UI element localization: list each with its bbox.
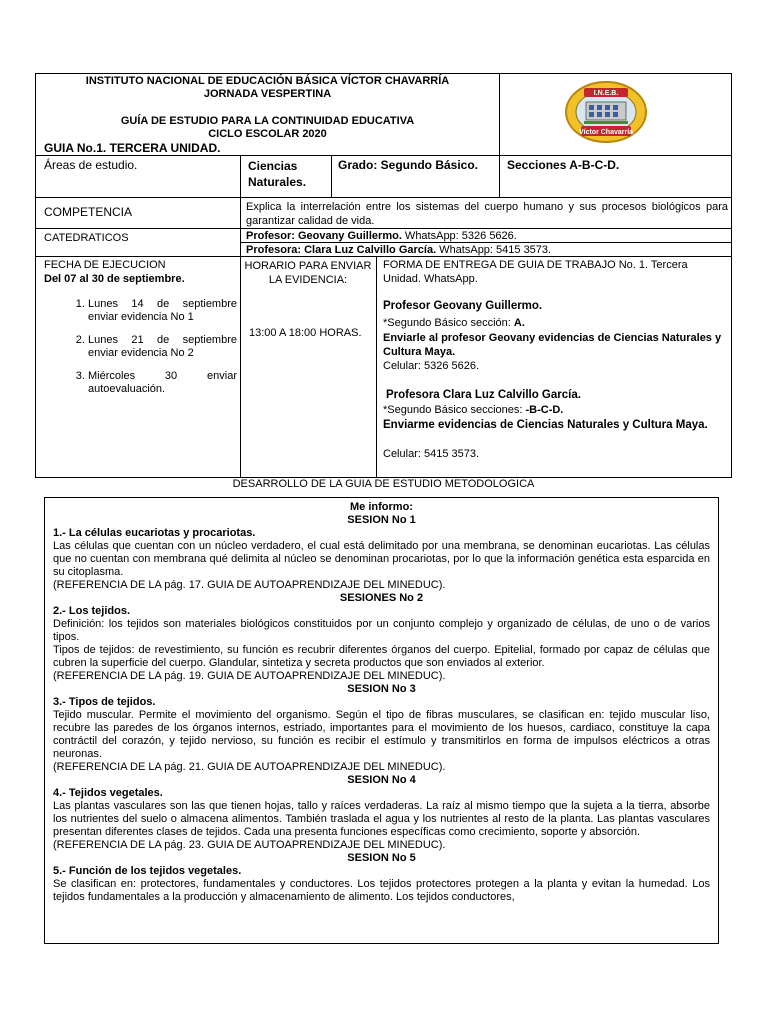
areas-label: Áreas de estudio. [44,158,138,172]
session-heading: SESION No 4 [347,774,416,786]
list-item: 3. Miércoles 30 enviar autoevaluación. [88,370,237,396]
session-title: 2.- Los tejidos. [53,605,131,617]
prof-a-section [383,317,525,330]
svg-text:I.N.E.B.: I.N.E.B. [593,90,619,97]
guide-title: GUÍA DE ESTUDIO PARA LA CONTINUIDAD EDUCATIVA [120,115,415,127]
teacher-2-name: Profesora: Clara Luz Calvillo García. [246,244,437,256]
competencia-text: Explica la interrelación entre los sistemas del cuerpo humano y sus procesos biológicos para garantizar calidad de vida. [246,201,728,227]
prof-a-instruction: Enviarle al profesor Geovany evidencias de Ciencias Naturales y Cultura Maya. [383,332,722,358]
session-heading: SESIONES No 2 [339,592,424,604]
divider [240,155,241,197]
session-title: 5.- Función de los tejidos vegetales. [53,865,242,877]
prof-b-instruction: Enviarme evidencias de Ciencias Naturales y Cultura Maya. [383,419,708,431]
session-title: 4.- Tejidos vegetales. [53,787,163,799]
fecha-range: Del 07 al 30 de septiembre. [44,273,185,285]
divider [35,197,732,198]
session-text: Las células que cuentan con un núcleo verdadero, el cual está delimitado por una membrana, se denominan eucariotas. Las células que no cuentan con membrana qué delimita al núcleo se denominan procariotas, por lo que la información genética esta esparcida en su citoplasma. [53,540,710,578]
teacher-1-whatsapp: WhatsApp: 5326 5626. [401,230,517,242]
teacher-2 [246,244,551,257]
catedraticos-label: CATEDRATICOS [44,232,129,244]
subject-name: Ciencias Naturales. [248,159,307,189]
session-text: Las plantas vasculares son las que tienen hojas, tallo y raíces verdaderas. La raíz al mismo tiempo que la sujeta a la tierra, absorbe los nutrientes del suelo o almacena alimentos. También traslada el agua y los nutrientes al resto de la planta. Las plantas vasculares presentan diferentes clases de tejidos. Cada una presenta funciones específicas como crecimiento, soporte y absorción. [53,800,710,838]
list-item: 2. Lunes 21 de septiembre enviar evidencia No 2 [88,334,237,360]
prof-b-section-prefix: *Segundo Básico secciones: [383,404,526,416]
forma-title: FORMA DE ENTREGA DE GUIA DE TRABAJO No. 1. Tercera Unidad. WhatsApp. [383,259,688,285]
session-text: Definición: los tejidos son materiales biológicos constituidos por un conjunto complejo y organizado de células, de uno o de varios tipos. [53,618,710,643]
teacher-1-name: Profesor: Geovany Guillermo. [246,230,402,242]
grade: Grado: Segundo Básico. [338,158,479,172]
teacher-1 [246,230,517,243]
jornada: JORNADA VESPERTINA [203,88,332,100]
session-reference: (REFERENCIA DE LA pág. 19. GUIA DE AUTOAPRENDIZAJE DEL MINEDUC). [53,670,446,682]
desarrollo-title: DESARROLLO DE LA GUIA DE ESTUDIO METODOLOGICA [232,478,535,490]
session-text: Se clasifican en: protectores, fundamentales y conductores. Los tejidos protectores protegen a la planta y evitan la humedad. Los tejidos fundamentales a la producción y almacenamiento de alimento. Los tejidos conductores, [53,878,710,903]
divider [331,155,332,197]
prof-a-section-value: A. [513,317,525,329]
sections: Secciones A-B-C-D. [507,158,620,172]
list-item: 1. Lunes 14 de septiembre enviar evidencia No 1 [88,298,237,324]
school-year: CICLO ESCOLAR 2020 [208,128,327,140]
session-heading: SESION No 3 [347,683,416,695]
horario-value: 13:00 A 18:00 HORAS. [249,327,362,339]
prof-b-section [383,404,563,417]
session-reference: (REFERENCIA DE LA pág. 21. GUIA DE AUTOAPRENDIZAJE DEL MINEDUC). [53,761,446,773]
guia-number: GUIA No.1. TERCERA UNIDAD. [44,141,221,155]
prof-a-name: Profesor Geovany Guillermo. [383,300,543,312]
prof-a-section-prefix: *Segundo Básico sección: [383,317,514,329]
prof-a-phone: Celular: 5326 5626. [383,360,480,372]
session-heading: SESION No 5 [347,852,416,864]
session-reference: (REFERENCIA DE LA pág. 23. GUIA DE AUTOAPRENDIZAJE DEL MINEDUC). [53,839,446,851]
divider [240,197,241,478]
session-reference: (REFERENCIA DE LA pág. 17. GUIA DE AUTOAPRENDIZAJE DEL MINEDUC). [53,579,446,591]
me-informo: Me informo: [350,501,413,513]
school-logo [564,80,648,144]
prof-b-section-value: -B-C-D. [525,404,564,416]
prof-b-phone: Celular: 5415 3573. [383,448,480,460]
prof-b-name: Profesora Clara Luz Calvillo García. [386,389,581,401]
divider [499,155,500,197]
session-heading: SESION No 1 [347,514,416,526]
session-text: Tejido muscular. Permite el movimiento del organismo. Según el tipo de fibras musculares, se clasifican en: tejido muscular liso, recubre las paredes de los órganos internos, estriado, importantes para el movimiento de los huesos, cardiaco, constituye la capa contráctil del corazón, y tejido nervioso, su función es recibir el estímulo y transmitirlos en forma de impulsos eléctricos a otras neuronas. [53,709,710,760]
divider [376,256,377,478]
competencia-label: COMPETENCIA [44,205,133,219]
content-box [44,497,719,944]
fecha-label: FECHA DE EJECUCION [44,259,166,271]
session-title: 1.- La células eucariotas y procariotas. [53,527,256,539]
school-name: INSTITUTO NACIONAL DE EDUCACIÓN BÁSICA VÍCTOR CHAVARRÍA [85,75,450,87]
session-title: 3.- Tipos de tejidos. [53,696,156,708]
svg-text:Víctor Chavarría: Víctor Chavarría [578,129,634,136]
horario-title: HORARIO PARA ENVIAR LA EVIDENCIA: [244,260,372,286]
teacher-2-whatsapp: WhatsApp: 5415 3573. [436,244,552,256]
divider [35,228,732,229]
session-text: Tipos de tejidos: de revestimiento, su función es recubrir diferentes órganos del cuerpo. Epitelial, formado por capaz de células que cubren la superficie del cuerpo. Glandular, sintetiza y secreta productos que son enviados al exterior. [53,644,710,669]
divider [35,155,732,156]
fecha-list [60,298,237,406]
